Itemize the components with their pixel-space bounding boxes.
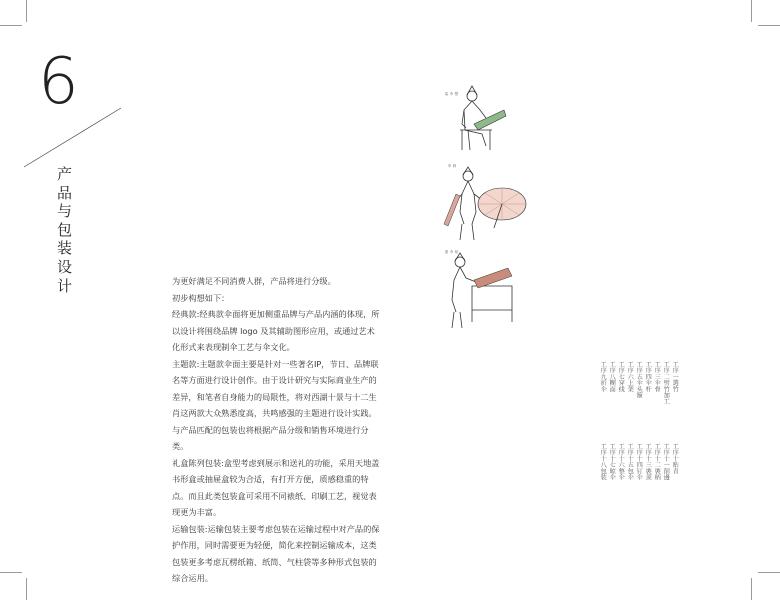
artisan-seated-illustration (452, 84, 512, 156)
process-step: 工序四伞杆 (644, 361, 652, 392)
process-step: 工序八糊面 (608, 361, 616, 392)
body-text (172, 273, 382, 587)
figure-label: 制伞 (448, 164, 457, 168)
process-step: 工序十三裝顶 (644, 443, 652, 481)
paragraph: 运输包装:运输包装主要考虑包装在运输过程中对产品的保护作用，同时需要更为轻便，简化来控制运输成本，这类包装更多考虑瓦楞纸箱、纸筒、气柱袋等多种形式包装的综合运用。 (172, 523, 380, 583)
process-step: 工序六上架 (626, 361, 634, 392)
process-step: 工序十一削邊 (662, 443, 670, 481)
process-step: 工序一選竹 (671, 361, 679, 392)
paragraph: 礼盒陈列包装:盒型考虑到展示和送礼的功能，采用天地盖书形盒或抽屉盒较为合适，有打开方便，质感稳重的特点。而且此类包装盒可采用不同裱纸、印刷工艺，视觉表现更为丰富。 (172, 457, 380, 517)
process-step: 工序十四钉伞 (635, 443, 643, 481)
process-step: 工序十五包伞 (626, 443, 634, 481)
figure-label: 整伞架 (445, 92, 459, 96)
paragraph: 经典款:经典款伞面将更加侧重品牌与产品内涵的体现，所以设计将围绕品牌 logo 及其辅助图形应用，或通过艺术化形式来表现制伞工艺与伞文化。 (172, 309, 380, 352)
process-step: 工序十七晾伞 (608, 443, 616, 481)
figure-label: 贴伞面 (445, 250, 459, 254)
process-step: 工序二劈竹加工 (662, 361, 670, 405)
process-step: 工序十八包装 (599, 443, 607, 481)
chapter-number: 6 (38, 45, 79, 119)
process-step: 工序十六整伞 (617, 443, 625, 481)
paragraph: 为更好满足不同消费人群，产品将进行分级。 (172, 276, 336, 286)
process-step: 工序十二裝柄 (653, 443, 661, 481)
process-step: 工序五伞头箍 (635, 361, 643, 399)
process-step: 工序十贴青 (671, 443, 679, 474)
artisan-umbrella-illustration (440, 164, 530, 244)
artisan-table-illustration (446, 250, 518, 330)
paragraph: 初步构想如下： (172, 292, 230, 303)
paragraph: 主题款:主题款伞面主要是针对一些著名IP，节日、品牌联名等方面进行设计创作。由于设计研究与实际商业生产的差异，和笔者自身能力的局限性，将对西湖十景与十二生肖这两款大众熟悉度高，共鸣感强的主题进行设计实践。 (172, 358, 379, 418)
paragraph: 与产品匹配的包装也将根据产品分级和销售环境进行分类。 (172, 424, 369, 451)
process-step: 工序七穿线 (617, 361, 625, 392)
chapter-title: 产品与包装设计 (57, 165, 73, 295)
process-step: 工序三伞骨 (653, 361, 661, 392)
process-step: 工序九折伞 (599, 361, 607, 392)
